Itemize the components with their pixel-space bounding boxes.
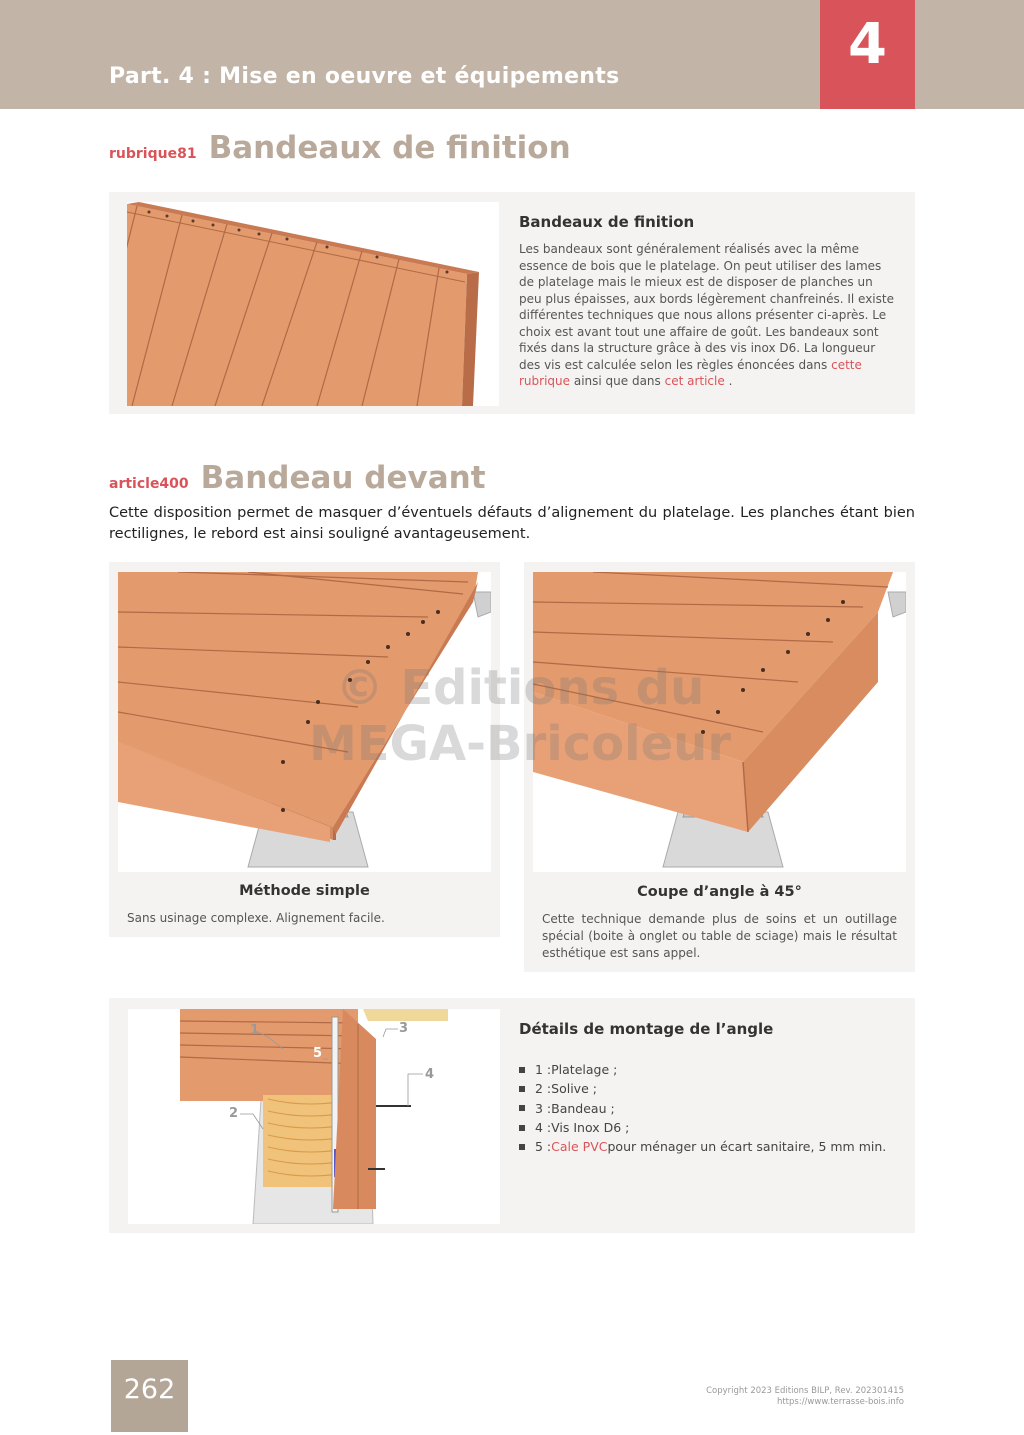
item-text: Vis Inox D6 ; [551,1120,630,1136]
diagram-label-1: 1 [250,1023,260,1038]
link-cette-rubrique[interactable]: cette rubrique [519,357,862,388]
section-title: Bandeau devant [200,460,486,496]
finishing-panel [109,192,915,414]
paragraph-text: Les bandeaux sont généralement réalisés avec la même essence de bois que le platelage. On peut utiliser des lames de platelage mais le mieux est de disposer de planches un peu plus épaisses, aux bords légèrement chanfreinés. Il existe différentes techniques que nous allons présenter ci-après. Le choix est avant tout une affaire de goût. Les bandeaux sont fixés dans la structure grâce à des vis inox D6. La longueur des vis est calculée selon les règles énoncées dans [519,242,894,372]
page-number-badge [111,1360,188,1432]
simple-method-illustration [118,572,491,872]
caption-title-angle: Coupe d’angle à 45° [637,884,802,900]
part-title: Part. 4 : Mise en oeuvre et équipements [109,64,620,89]
bullet-square-icon [519,1086,525,1092]
diagram-label-4: 4 [425,1067,435,1082]
angle-cut-illustration [533,572,906,872]
watermark-line: MEGA-Bricoleur [308,716,731,772]
link-cale-pvc[interactable]: Cale PVC [551,1139,608,1155]
intro-paragraph: Cette disposition permet de masquer d’éventuels défauts d’alignement du platelage. Les planches étant bien rectilignes, le rebord est ainsi souligné avantageusement. [109,505,915,542]
list-item [519,1079,886,1098]
section-code: rubrique81 [109,146,197,162]
panel-paragraph [519,241,899,390]
parts-list [519,1060,886,1156]
simple-method-card [109,562,500,937]
website-link[interactable]: https://www.terrasse-bois.info [776,1397,904,1407]
chapter-badge [820,0,915,109]
bullet-square-icon [519,1125,525,1131]
paragraph-text: ainsi que dans [570,374,665,388]
caption-title-simple: Méthode simple [239,883,370,899]
item-text: Platelage ; [551,1062,618,1078]
caption-text-angle: Cette technique demande plus de soins et un outillage spécial (boite à onglet ou table de sciage) mais le résultat esthétique est sans appel. [542,912,897,960]
caption-text-simple: Sans usinage complexe. Alignement facile. [127,911,385,925]
watermark-line: © Editions du [335,660,705,716]
list-item [519,1099,886,1118]
angle-cut-image [533,572,906,872]
item-prefix: 4 : [535,1120,552,1136]
bullet-square-icon [519,1144,525,1150]
list-item [519,1137,886,1156]
deck-edge-illustration [127,202,499,406]
item-text: Bandeau ; [551,1100,615,1116]
copyright-line: Copyright 2023 Editions BILP, Rev. 202301415 [706,1386,904,1396]
bullet-square-icon [519,1105,525,1111]
section-heading-bandeau-devant [109,460,486,496]
simple-method-image [118,572,491,872]
paragraph-text: . [724,374,733,388]
diagram-label-3: 3 [399,1021,409,1036]
list-item [519,1118,886,1137]
list-item [519,1060,886,1079]
diagram-label-5: 5 [313,1046,323,1061]
page-header [0,0,1024,109]
section-code: article400 [109,476,189,492]
item-prefix: 5 : [535,1139,552,1155]
diagram-label-2: 2 [229,1106,239,1121]
item-prefix: 2 : [535,1081,552,1097]
chapter-number: 4 [848,12,887,77]
link-cet-article[interactable]: cet article [664,374,725,388]
item-text: pour ménager un écart sanitaire, 5 mm min. [607,1139,887,1155]
bullet-square-icon [519,1067,525,1073]
panel-title: Détails de montage de l’angle [519,1020,774,1038]
assembly-diagram-illustration [128,1009,500,1224]
section-heading-bandeaux [109,130,571,166]
item-prefix: 1 : [535,1062,552,1078]
page-number: 262 [123,1374,176,1405]
assembly-diagram [128,1009,500,1224]
copyright-notice [706,1386,904,1408]
deck-edge-image [127,202,499,406]
item-prefix: 3 : [535,1100,552,1116]
panel-title: Bandeaux de finition [519,213,695,231]
angle-cut-card [524,562,915,972]
item-text: Solive ; [551,1081,597,1097]
section-title: Bandeaux de finition [208,130,571,166]
